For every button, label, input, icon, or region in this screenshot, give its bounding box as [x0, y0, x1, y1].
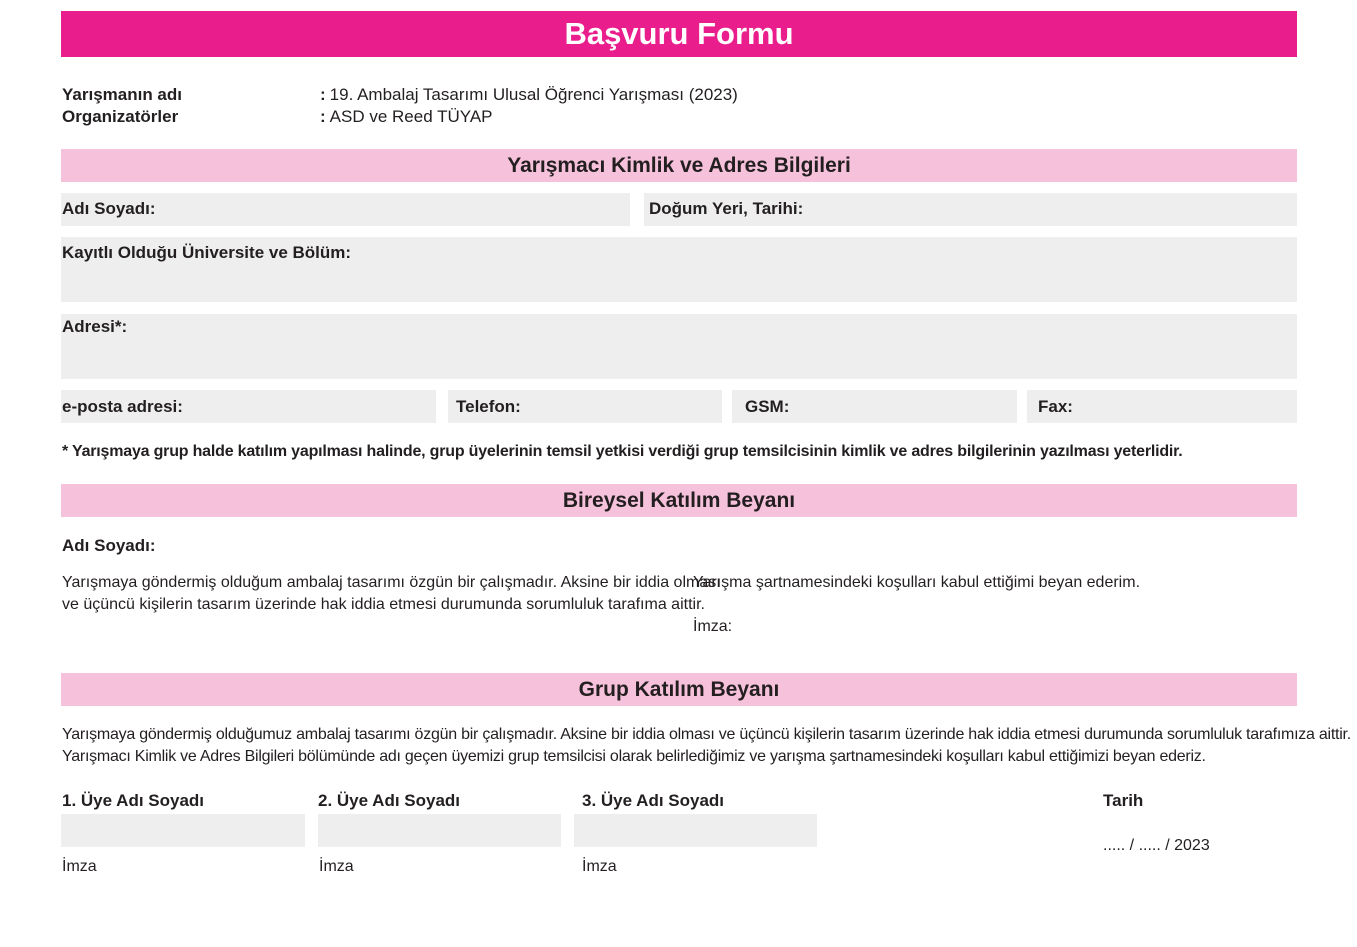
- competition-value-text: 19. Ambalaj Tasarımı Ulusal Öğrenci Yarışması (2023): [329, 85, 738, 104]
- form-title: Başvuru Formu: [61, 11, 1297, 57]
- member-2-signature-label: İmza: [319, 858, 354, 875]
- birth-label: Doğum Yeri, Tarihi:: [649, 199, 804, 218]
- organizers-value-text: ASD ve Reed TÜYAP: [329, 107, 493, 126]
- organizers-label: Organizatörler: [62, 107, 179, 126]
- individual-statement-line1: Yarışmaya göndermiş olduğum ambalaj tasarımı özgün bir çalışmadır. Aksine bir iddia olması: [62, 574, 721, 591]
- competition-label: Yarışmanın adı: [62, 85, 182, 104]
- individual-name-label: Adı Soyadı:: [62, 536, 156, 555]
- date-label: Tarih: [1103, 791, 1144, 810]
- organizers-value: [320, 106, 493, 128]
- date-value[interactable]: ..... / ..... / 2023: [1103, 837, 1210, 854]
- competition-value: [320, 84, 738, 106]
- individual-acceptance: Yarışma şartnamesindeki koşulları kabul ettiğimi beyan ederim.: [693, 574, 1141, 591]
- member-3-signature-label: İmza: [582, 858, 617, 875]
- group-statement-line1: Yarışmaya göndermiş olduğumuz ambalaj tasarımı özgün bir çalışmadır. Aksine bir iddia olması ve üçüncü kişilerin tasarım üzerinde hak iddia etmesi durumunda sorumluluk tarafımıza aittir.: [62, 726, 1351, 743]
- name-label: Adı Soyadı:: [62, 199, 156, 218]
- fax-label: Fax:: [1038, 397, 1073, 416]
- phone-field[interactable]: [448, 390, 722, 423]
- member-1-label: 1. Üye Adı Soyadı: [62, 791, 205, 810]
- gsm-field[interactable]: [732, 390, 1017, 423]
- university-label: Kayıtlı Olduğu Üniversite ve Bölüm:: [62, 243, 352, 262]
- address-label: Adresi*:: [62, 317, 128, 336]
- gsm-label: GSM:: [745, 397, 790, 416]
- group-note: * Yarışmaya grup halde katılım yapılması halinde, grup üyelerinin temsil yetkisi verdiği grup temsilcisinin kimlik ve adres bilgilerinin yazılması yeterlidir.: [62, 443, 1183, 460]
- fax-field[interactable]: [1027, 390, 1297, 423]
- address-field[interactable]: [61, 314, 1297, 379]
- birth-field[interactable]: [644, 193, 1297, 226]
- member-3-label: 3. Üye Adı Soyadı: [582, 791, 725, 810]
- name-field[interactable]: [61, 193, 630, 226]
- individual-section-heading: Bireysel Katılım Beyanı: [61, 484, 1297, 517]
- separator: :: [320, 85, 326, 104]
- university-field[interactable]: [61, 237, 1297, 302]
- group-statement-line2: Yarışmacı Kimlik ve Adres Bilgileri bölümünde adı geçen üyemizi grup temsilcisi olarak belirlediğimiz ve yarışma şartnamesindeki koşulları kabul ettiğimizi beyan ederiz.: [62, 748, 1206, 765]
- member-2-name-field[interactable]: [318, 814, 561, 847]
- member-2-label: 2. Üye Adı Soyadı: [318, 791, 461, 810]
- individual-statement: [62, 572, 721, 616]
- group-section-heading: Grup Katılım Beyanı: [61, 673, 1297, 706]
- individual-signature-label: İmza:: [693, 618, 733, 635]
- individual-statement-line2: ve üçüncü kişilerin tasarım üzerinde hak iddia etmesi durumunda sorumluluk tarafıma aittir.: [62, 596, 705, 613]
- email-field[interactable]: [61, 390, 436, 423]
- identity-section-heading: Yarışmacı Kimlik ve Adres Bilgileri: [61, 149, 1297, 182]
- member-1-name-field[interactable]: [61, 814, 305, 847]
- separator: :: [320, 107, 326, 126]
- phone-label: Telefon:: [456, 397, 521, 416]
- email-label: e-posta adresi:: [62, 397, 183, 416]
- member-1-signature-label: İmza: [62, 858, 97, 875]
- group-statement: [62, 724, 1351, 768]
- member-3-name-field[interactable]: [574, 814, 817, 847]
